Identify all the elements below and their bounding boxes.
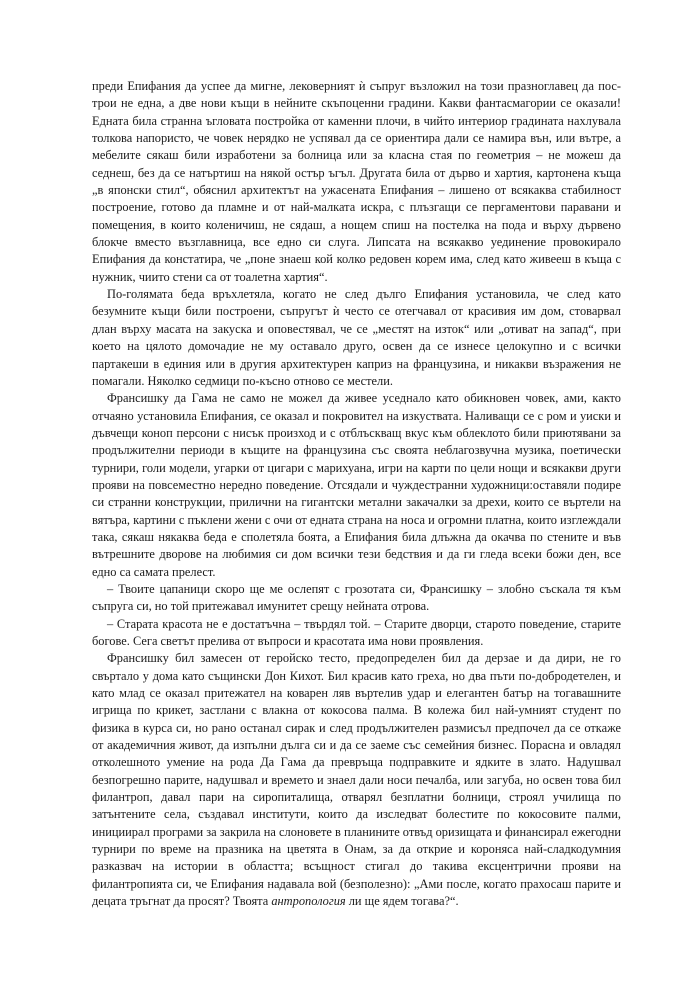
dialogue-line-2: – Старата красота не е достатъчна – твърдял той. – Старите дворци, старото поведение, старите богове. Сега светът прелива от въпроси и красотата има нови проявления. (92, 616, 621, 648)
document-body (92, 78, 621, 911)
emphasized-word: антропология (271, 894, 346, 909)
paragraph-6 (92, 650, 621, 910)
paragraph-6-text-start: Франсишку бил замесен от геройско тесто, предопределен бил да дерзае и да дири, не го свъртало у дома като същински Дон Кихот. Бил красив като греха, но два пъти по-добродетелен, и като млад се оказал притежател на коварен ляв въртелив удар и елегантен батър на тогавашните игрища по крикет, застлани с влакна от кокосова палма. В колежа бил най-умният студент по физика в курса си, но рано останал сирак и след продължителен размисъл предпочел да се откаже от академичния живот, да изпълни дълга си и да се заеме със семейния бизнес. Порасна и овладял отколешното умение на рода Да Гама да превръща подправките и ядките в злато. Надушвал безпогрешно парите, надушвал и времето и знаел дали носи печалба, или загуба, но освен това бил филантроп, давал пари на сиропиталища, отварял безплатни болници, строял училища по затънтените села, създавал институти, които да изследват болестите по кокосовите палми, инициирал програми за закрила на слоновете в планините отвъд оризищата и финансирал ежегодни турнири по време на празника на цветята в Онам, за да открие и короняса най-сладкодумния разказвач на истории в областта; всъщност стигал до такива ексцентрични прояви на филантропията си, че Епифания надавала вой (безполезно): „Ами после, когато прахосаш парите и децата тръгнат да просят? Твоята (92, 651, 621, 909)
dialogue-line-1: – Твоите цапаници скоро ще ме ослепят с грозотата си, Франсишку – злобно съскала тя към съпруга си, но той притежавал имунитет срещу нейната отрова. (92, 581, 621, 614)
paragraph-3: Франсишку да Гама не само не можел да живее уседнало като обикновен човек, ами, както отчаяно установила Епифания, се оказал и покровител на изкуствата. Наливащи се с ром и уиски и дъвчещи коноп персони с нисък произход и с отблъскващ вкус към облеклото били приютявани за продължителни периоди в къщите на французина със своята неблагозвучна музика, поетически турнири, голи модели, угарки от цигари с марихуана, игри на карти по цели нощи и всякакви други прояви на повсеместно нередно поведение. Отсядали и чуждестранни художници:оставяли подире си странни конструкции, прилични на гигантски метални закачалки за дрехи, които се въртели на вятъра, картини с пъклени жени с очи от едната страна на носа и огромни платна, които изглеждали така, сякаш някаква беда е сполетяла боята, а Епифания била длъжна да окачва по стените и във вътрешните дворове на любимия си дом всички тези бедствия и да ги гледа всеки божи ден, все едно са самата прелест. (92, 391, 621, 579)
paragraph-6-text-end: ли ще ядем тогава?“. (345, 894, 459, 909)
paragraph-1: преди Епифания да успее да мигне, лековерният ѝ съпруг възложил на този празноглавец да пос-трои не една, а две нови къщи в нейните скъпоценни градини. Какви фантасмагории се оказали! Едната била странна ъгловата постройка от каменни плочи, в чийто интериор градината нахлувала толкова напористо, че човек нерядко не успявал да се ориентира дали се намира вън, или вътре, а мебелите сякаш били изработени за болница или за класна стая по геометрия – не можеш да седнеш, без да се натъртиш на някой остър ъгъл. Другата била от дърво и хартия, картонена къща „в японски стил“, обяснил архитектът на ужасената Епифания – лишено от всякаква стабилност построение, готово да пламне и от най-малката искра, с плъзгащи се пергаментови паравани и помещения, в които коленичиш, не сядаш, а нощем спиш на постелка на пода и върху дървено блокче вместо възглавница, все едно си слуга. Липсата на всякакво уединение провокирало Епифания да констатира, че „поне знаеш кой колко редовен корем има, след като живееш в къща с нужник, чиито стени са от тоалетна хартия“. (92, 79, 621, 284)
paragraph-2: По-голямата беда връхлетяла, когато не след дълго Епифания установила, че след като безумните къщи били построени, съпругът ѝ често се отегчавал от красивия им дом, стоварвал длан върху масата на закуска и оповестявал, че се „местят на изток“ или „отиват на запад“, при което на цялото домочадие не му оставало друго, освен да се изнесе целокупно и с всички партакеши в единия или в другия архитектурен каприз на французина, и никакви възражения не помагали. Няколко седмици по-късно отново се местели. (92, 287, 621, 388)
